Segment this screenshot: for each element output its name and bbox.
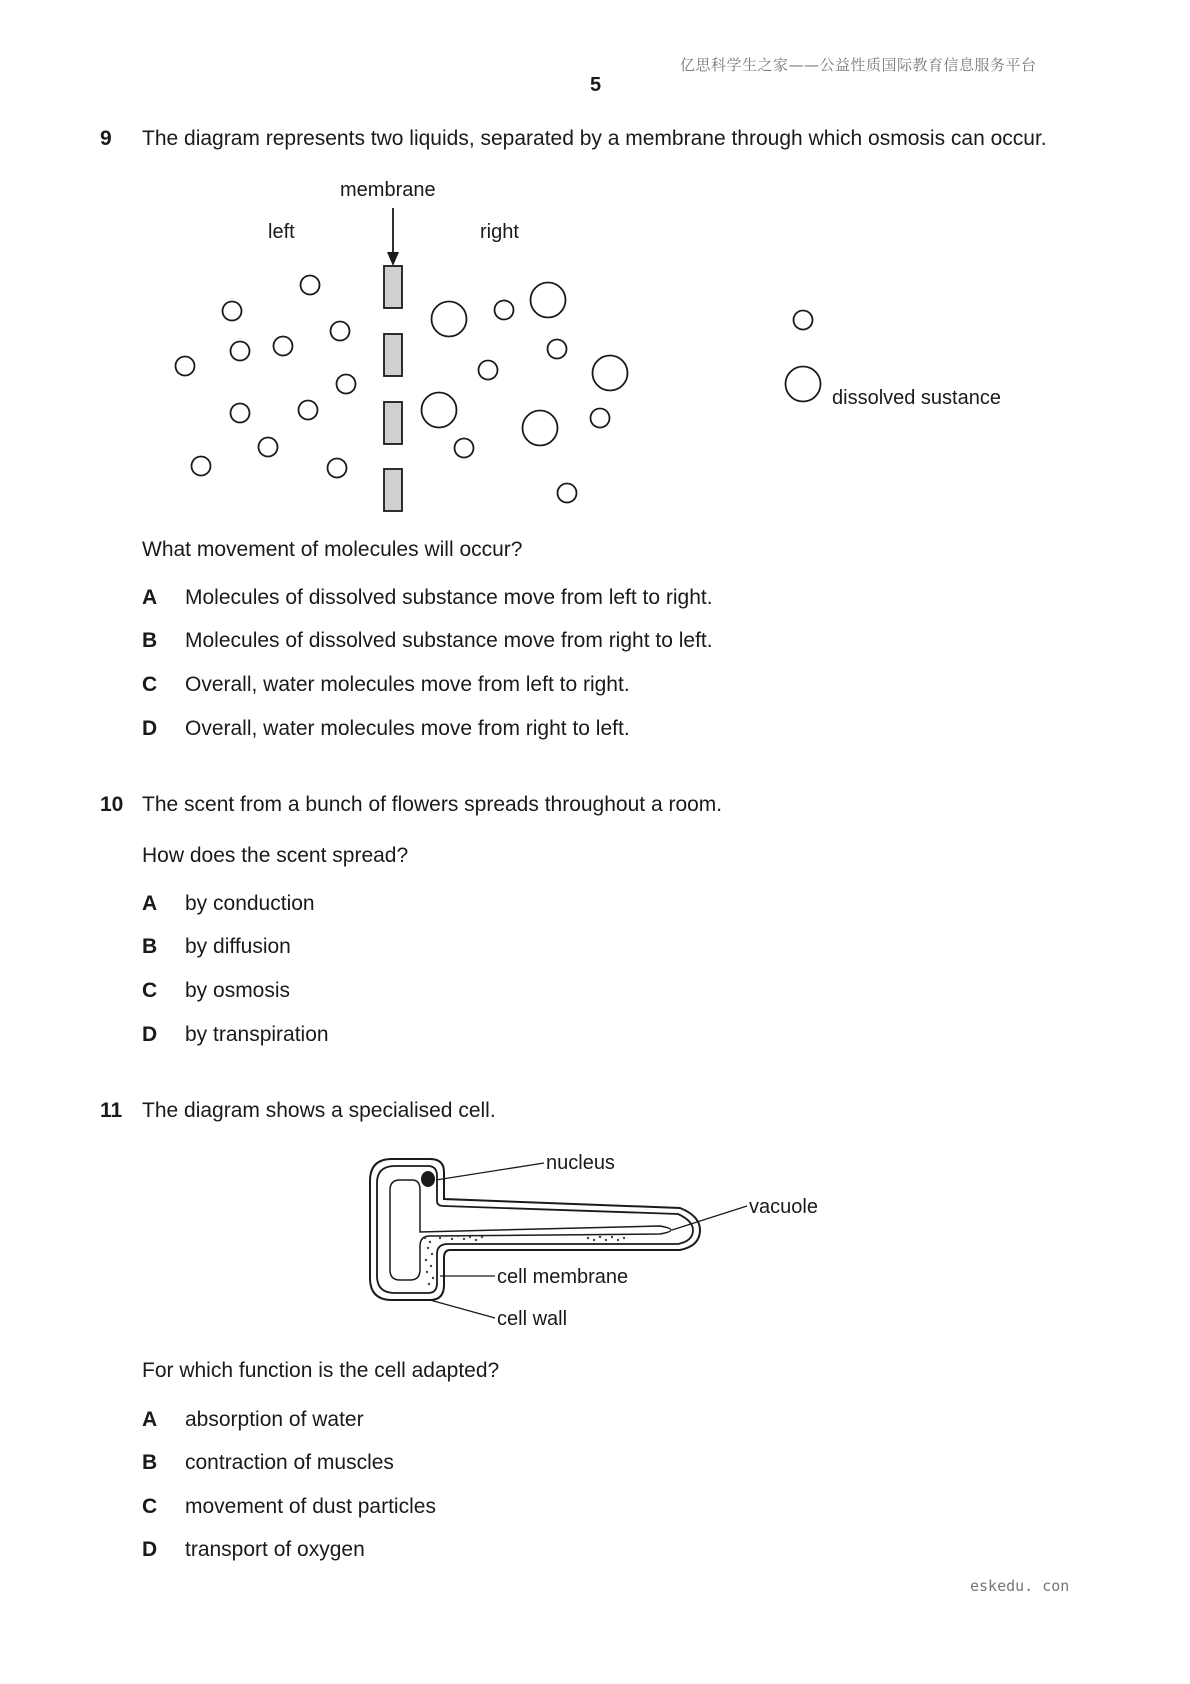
membrane-label: membrane [340,179,436,201]
option-text: by transpiration [185,1023,329,1046]
option-letter: C [142,979,158,1002]
option-letter: B [142,935,158,958]
dissolved-substance-label: dissolved sustance [832,387,1001,409]
option-text: Overall, water molecules move from left to right. [185,673,630,696]
option-letter: A [142,892,158,915]
question-11-prompt: For which function is the cell adapted? [142,1359,500,1382]
question-10-stem: The scent from a bunch of flowers spreads throughout a room. [142,793,723,816]
cell-membrane-label: cell membrane [497,1266,629,1288]
option-text: contraction of muscles [185,1451,394,1474]
nucleus [421,1171,435,1187]
question-11-number: 11 [100,1099,123,1122]
left-label: left [268,221,295,243]
vacuole [390,1180,671,1280]
option-text: by conduction [185,892,315,915]
option-text: transport of oxygen [185,1538,365,1561]
question-10-number: 10 [100,793,124,816]
option-text: Overall, water molecules move from right to left. [185,717,630,740]
cell-wall-label: cell wall [497,1308,568,1330]
question-9-prompt: What movement of molecules will occur? [142,538,523,561]
option-text: movement of dust particles [185,1495,436,1518]
leader-lines [430,1163,747,1318]
option-letter: D [142,1538,158,1561]
question-9-stem: The diagram represents two liquids, separated by a membrane through which osmosis can occur. [142,127,1047,150]
question-10-prompt: How does the scent spread? [142,844,409,867]
question-11-stem: The diagram shows a specialised cell. [142,1099,496,1122]
option-text: Molecules of dissolved substance move from right to left. [185,629,713,652]
nucleus-label: nucleus [546,1152,615,1174]
option-text: by diffusion [185,935,291,958]
option-letter: C [142,673,158,696]
option-letter: B [142,629,158,652]
right-label: right [480,221,519,243]
question-9-number: 9 [100,127,112,150]
option-text: Molecules of dissolved substance move from left to right. [185,586,713,609]
option-letter: D [142,717,158,740]
option-letter: A [142,1408,158,1431]
option-letter: D [142,1023,158,1046]
option-text: absorption of water [185,1408,364,1431]
footer-site: eskedu. con [970,1577,1070,1595]
option-text: by osmosis [185,979,291,1002]
page-number: 5 [590,74,602,96]
vacuole-label: vacuole [749,1196,818,1218]
header-watermark: 亿思科学生之家——公益性质国际教育信息服务平台 [680,56,1037,74]
option-letter: C [142,1495,158,1518]
option-letter: B [142,1451,158,1474]
option-letter: A [142,586,158,609]
